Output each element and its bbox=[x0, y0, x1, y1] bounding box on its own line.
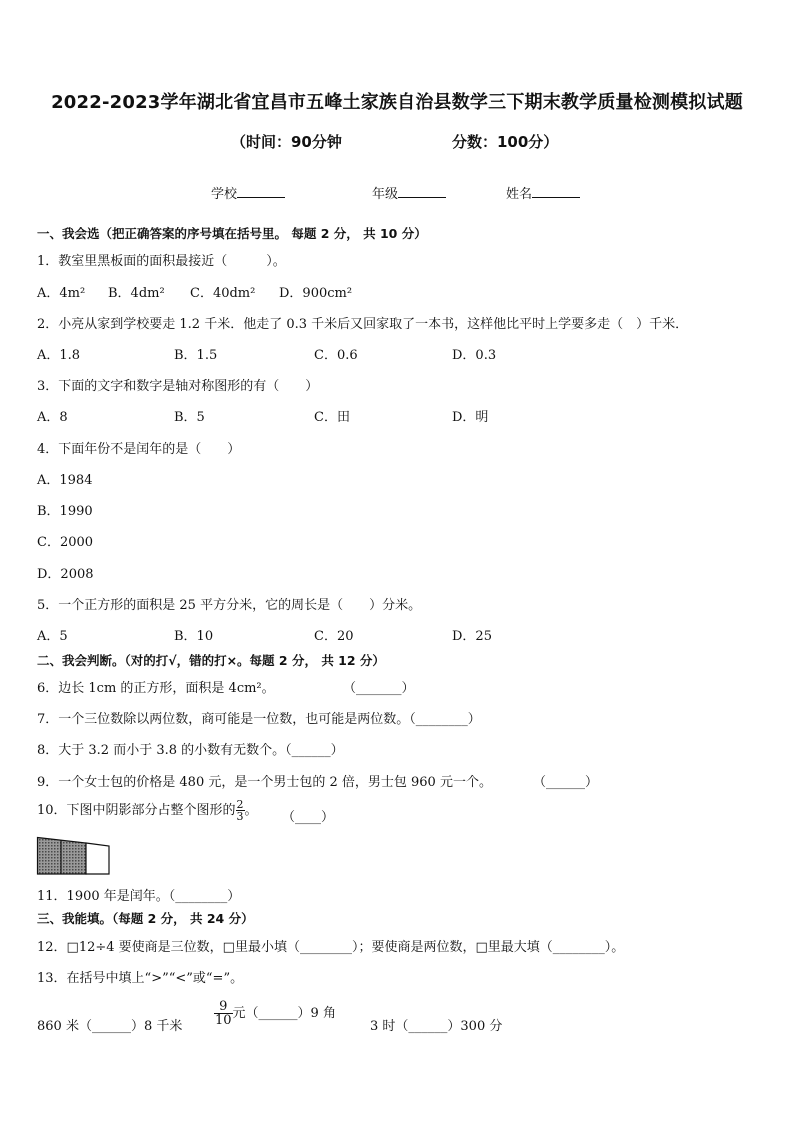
question-11: 11．1900 年是闰年。（________） bbox=[37, 889, 241, 904]
q6-answer-blank[interactable]: （_______） bbox=[343, 681, 415, 696]
q1-option-d[interactable]: D．900cm² bbox=[279, 286, 353, 301]
question-3: 3．下面的文字和数字是轴对称图形的有（ ） bbox=[37, 379, 319, 394]
school-field bbox=[211, 183, 285, 202]
q3-option-a[interactable]: A．8 bbox=[37, 410, 68, 425]
question-4: 4．下面年份不是闰年的是（ ） bbox=[37, 442, 241, 457]
q3-option-d[interactable]: D．明 bbox=[452, 410, 489, 425]
q4-option-c[interactable]: C．2000 bbox=[37, 535, 94, 550]
question-7: 7．一个三位数除以两位数，商可能是一位数，也可能是两位数。（________） bbox=[37, 712, 481, 727]
question-5: 5．一个正方形的面积是 25 平方分米，它的周长是（ ）分米。 bbox=[37, 598, 422, 613]
q1-option-c[interactable]: C．40dm² bbox=[190, 286, 256, 301]
unshaded-region bbox=[86, 843, 109, 874]
q13-item-2-text: 元（______）9 角 bbox=[232, 1006, 336, 1021]
q13-fraction-denominator: 10 bbox=[215, 1013, 232, 1028]
q5-option-b[interactable]: B．10 bbox=[174, 629, 214, 644]
q2-option-d[interactable]: D．0.3 bbox=[452, 348, 497, 363]
q10-fraction-numerator: 2 bbox=[236, 798, 244, 811]
question-12: 12．□12÷4 要使商是三位数，□里最小填（________）；要使商是两位数，□里最大填（________）。 bbox=[37, 940, 625, 955]
q2-option-c[interactable]: C．0.6 bbox=[314, 348, 358, 363]
question-2: 2．小亮从家到学校要走 1.2 千米．他走了 0.3 千米后又回家取了一本书，这样他比平时上学要多走（ ）千米． bbox=[37, 317, 689, 332]
question-1: 1．教室里黑板面的面积最接近（ ）。 bbox=[37, 254, 286, 269]
section-2-header: 二、我会判断。（对的打√，错的打×。每题 2 分， 共 12 分） bbox=[37, 653, 385, 668]
q5-option-a[interactable]: A．5 bbox=[37, 629, 68, 644]
q10-fraction bbox=[236, 799, 245, 822]
q4-option-b[interactable]: B．1990 bbox=[37, 504, 93, 519]
q2-option-b[interactable]: B．1.5 bbox=[174, 348, 218, 363]
q10-fraction-denominator: 3 bbox=[236, 810, 244, 823]
exam-time: （时间：90分钟 bbox=[231, 133, 342, 151]
q3-option-b[interactable]: B．5 bbox=[174, 410, 205, 425]
q10-shaded-figure bbox=[36, 836, 112, 876]
grade-label: 年级 bbox=[372, 187, 399, 202]
q10-answer-blank[interactable]: （____） bbox=[282, 810, 335, 825]
question-8: 8．大于 3.2 而小于 3.8 的小数有无数个。（______） bbox=[37, 743, 344, 758]
exam-score: 分数：100分） bbox=[452, 133, 559, 151]
q5-option-d[interactable]: D．25 bbox=[452, 629, 492, 644]
q13-fraction-numerator: 9 bbox=[219, 999, 228, 1014]
name-label: 姓名 bbox=[506, 187, 533, 202]
q10-text: 10．下图中阴影部分占整个图形的 bbox=[37, 803, 236, 818]
q3-option-c[interactable]: C．田 bbox=[314, 410, 350, 425]
shaded-region bbox=[38, 838, 87, 875]
q2-option-a[interactable]: A．1.8 bbox=[37, 348, 81, 363]
question-6: 6．边长 1cm 的正方形，面积是 4cm²。 bbox=[37, 681, 275, 696]
q9-answer-blank[interactable]: （______） bbox=[533, 775, 599, 790]
school-label: 学校 bbox=[211, 187, 238, 202]
section-3-header: 三、我能填。（每题 2 分， 共 24 分） bbox=[37, 911, 254, 926]
q13-item-2 bbox=[214, 1000, 336, 1027]
q4-option-a[interactable]: A．1984 bbox=[37, 473, 93, 488]
q13-item-1: 860 米（______）8 千米 bbox=[37, 1019, 183, 1034]
q4-option-d[interactable]: D．2008 bbox=[37, 567, 94, 582]
q1-option-b[interactable]: B．4dm² bbox=[108, 286, 165, 301]
q13-item-3: 3 时（______）300 分 bbox=[370, 1019, 503, 1034]
school-blank[interactable] bbox=[237, 185, 285, 198]
question-10 bbox=[37, 799, 258, 822]
grade-blank[interactable] bbox=[398, 185, 446, 198]
question-9: 9．一个女士包的价格是 480 元，是一个男士包的 2 倍，男士包 960 元一个。 bbox=[37, 775, 492, 790]
page-title: 2022-2023学年湖北省宜昌市五峰土家族自治县数学三下期末教学质量检测模拟试题 bbox=[51, 92, 743, 113]
question-13: 13．在括号中填上“>”“<”或“=”。 bbox=[37, 971, 244, 986]
q13-fraction bbox=[214, 1000, 233, 1027]
q1-option-a[interactable]: A．4m² bbox=[37, 286, 86, 301]
name-field bbox=[506, 183, 580, 202]
grade-field bbox=[372, 183, 446, 202]
q10-text-end: 。 bbox=[244, 803, 258, 818]
section-1-header: 一、我会选（把正确答案的序号填在括号里。 每题 2 分， 共 10 分） bbox=[37, 226, 427, 241]
name-blank[interactable] bbox=[532, 185, 580, 198]
q5-option-c[interactable]: C．20 bbox=[314, 629, 354, 644]
